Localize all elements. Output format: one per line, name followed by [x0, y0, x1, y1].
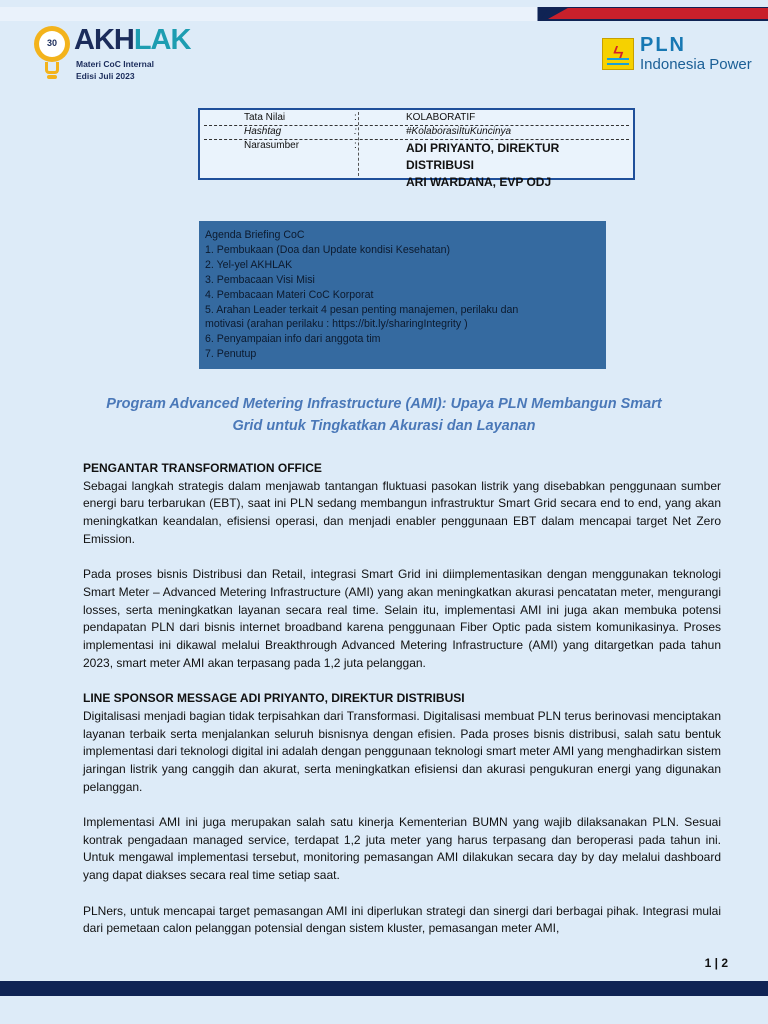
agenda-item: 3. Pembacaan Visi Misi — [205, 273, 315, 286]
logo-subtitle: Materi CoC Internal Edisi Juli 2023 — [76, 59, 154, 81]
pln-logo-title: PLN — [640, 34, 686, 56]
info-row-hashtag: Hashtag : #KolaborasiItuKuncinya — [204, 126, 629, 140]
paragraph: Implementasi AMI ini juga merupakan salah satu kinerja Kementerian BUMN yang wajib dilaksanakan PLN. Sesuai kontrak pengadaan managed service, terdapat 1,2 juta meter yang harus terpasang dan beroperasi pada tahun ini. Untuk mengawal implementasi tersebut, monitoring pemasangan AMI dilakukan secara day by day melalui dashboard yang dapat diakses secara real time setiap saat. — [83, 815, 721, 883]
pln-logo — [602, 36, 752, 76]
agenda-item: 6. Penyampaian info dari anggota tim — [205, 333, 381, 346]
agenda-item: 5. Arahan Leader terkait 4 pesan penting manajemen, perilaku dan — [205, 303, 519, 316]
bottom-decorative-bar — [0, 981, 768, 996]
agenda-item: motivasi (arahan perilaku : https://bit.ly/sharingIntegrity ) — [205, 318, 468, 331]
page-number: 1 | 2 — [704, 956, 728, 970]
akhlak-wordmark: AKHLAK — [74, 24, 191, 56]
pln-lightning-icon: ϟ — [602, 38, 634, 70]
top-red-accent-bar — [548, 8, 768, 19]
agenda-item: 2. Yel-yel AKHLAK — [205, 258, 293, 271]
section-heading: PENGANTAR TRANSFORMATION OFFICE — [83, 461, 322, 475]
article-body — [83, 460, 721, 938]
paragraph: Sebagai langkah strategis dalam menjawab tantangan fluktuasi pasokan listrik yang disebabkan penggunaan sumber energi baru terbarukan (EBT), saat ini PLN sedang membangun infrastruktur Smart Grid secara end to end, yang akan meningkatkan keandalan, efisiensi operasi, dan menjadi enabler penggunaan EBT dalam mencapai target Net Zero Emission. — [83, 478, 721, 546]
info-row-narasumber: Narasumber : ADI PRIYANTO, DIREKTUR DISTRIBUSI ARI WARDANA, EVP ODJ — [244, 140, 560, 189]
info-row-tata-nilai: Tata Nilai : KOLABORATIF — [204, 112, 629, 126]
anniversary-badge-number: 30 — [46, 38, 57, 48]
agenda-title: Agenda Briefing CoC — [205, 229, 305, 241]
section-heading: LINE SPONSOR MESSAGE ADI PRIYANTO, DIREKTUR DISTRIBUSI — [83, 691, 465, 706]
info-table — [198, 108, 635, 189]
agenda-box — [199, 221, 606, 369]
akhlak-logo — [34, 26, 204, 86]
agenda-item: 4. Pembacaan Materi CoC Korporat — [205, 288, 374, 301]
agenda-item: 7. Penutup — [205, 348, 257, 361]
pln-logo-subtitle: Indonesia Power — [640, 56, 752, 73]
article-title: Program Advanced Metering Infrastructure (AMI): Upaya PLN Membangun Smart Grid untuk Tingkatkan Akurasi dan Layanan — [106, 396, 662, 434]
paragraph: PLNers, untuk mencapai target pemasangan AMI ini diperlukan strategi dan sinergi dari berbagai pihak. Integrasi mulai dari pemetaan calon pelanggan potensial dengan sistem kluster, pemasangan meter AMI, — [83, 903, 721, 936]
paragraph: Digitalisasi menjadi bagian tidak terpisahkan dari Transformasi. Digitalisasi membuat PLN terus berinovasi menciptakan layanan terbaik serta menjalankan seluruh bisnisnya dengan efisien. Pada proses bisnis distribusi, salah satu bentuk implementasi dari teknologi digital ini adalah dengan penggunaan teknologi smart meter AMI yang menghadirkan sistem jaringan listrik yang canggih dan akurat, serta meningkatkan efisiensi dan akurasi pengukuran energi yang digunakan pelanggan. — [83, 708, 721, 794]
paragraph: Pada proses bisnis Distribusi dan Retail, integrasi Smart Grid ini diimplementasikan dengan menggunakan teknologi Smart Meter – Advanced Metering Infrastructure (AMI) yang akan meningkatkan akurasi pencatatan meter, mengurangi losses, serta meningkatkan layanan secara real time. Selain itu, implementasi AMI ini juga akan membuka potensi pendapatan PLN dari bisnis internet broadband karena penggunaan Fiber Optic pada sistem komunikasinya. Proses implementasi ini dikawal melalui Breakthrough Advanced Metering Infrastructure (AMI) yang ditargetkan pada tahun 2023, smart meter AMI akan terpasang pada 1,2 juta pelanggan. — [83, 567, 721, 670]
agenda-item: 1. Pembukaan (Doa dan Update kondisi Kesehatan) — [205, 243, 450, 256]
